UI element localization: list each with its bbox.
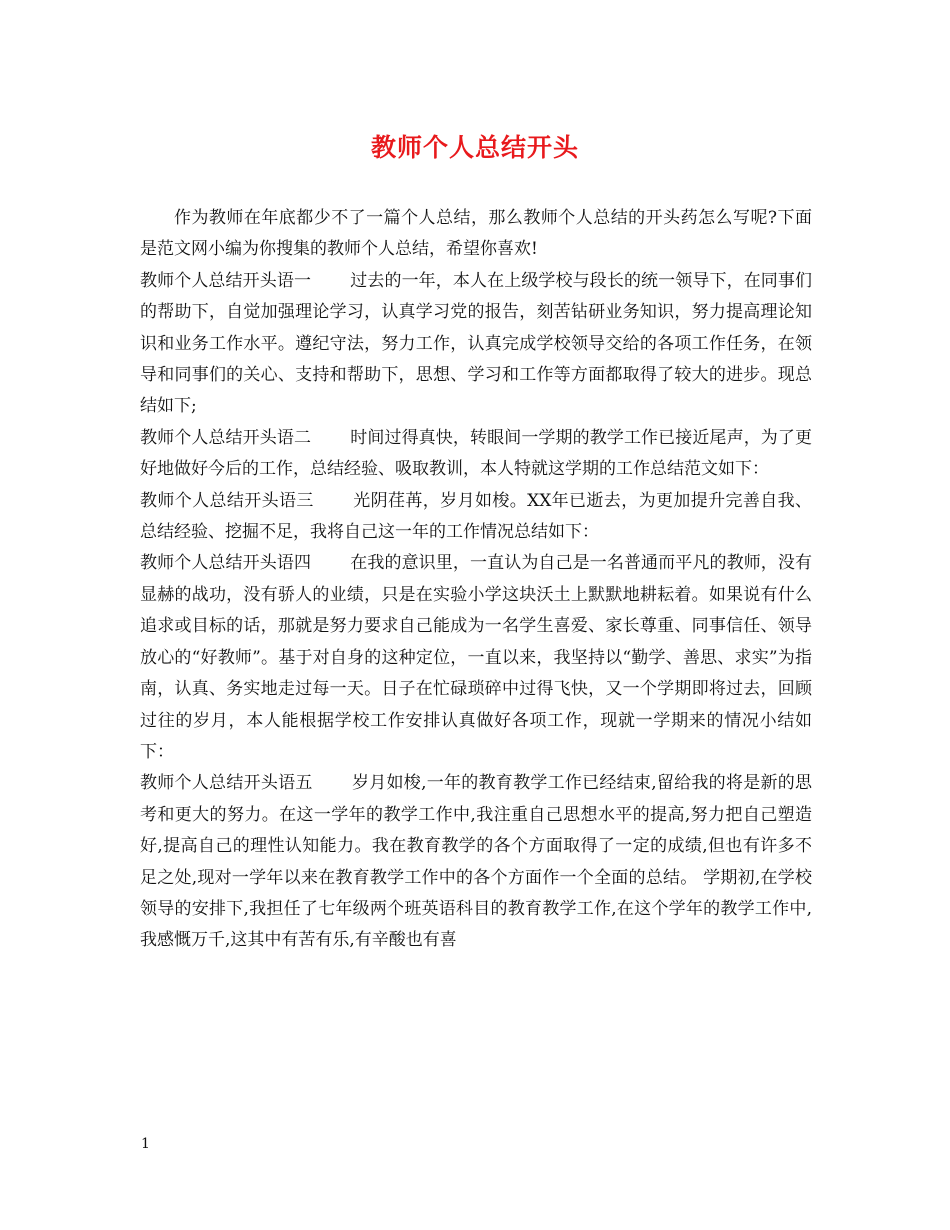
section-paragraph [140, 423, 812, 486]
section-label: 教师个人总结开头语二 [140, 427, 312, 448]
section-paragraph [140, 548, 812, 768]
intro-paragraph: 作为教师在年底都少不了一篇个人总结，那么教师个人总结的开头药怎么写呢?下面是范文网小编为你搜集的教师个人总结，希望你喜欢! [140, 208, 812, 260]
section-text: 在我的意识里，一直认为自己是一名普通而平凡的教师，没有显赫的战功，没有骄人的业绩，只是在实验小学这块沃土上默默地耕耘着。如果说有什么追求或目标的话，那就是努力要求自己能成为一名学生喜爱、家长尊重、同事信任、领导放心的“好教师”。基于对自身的这种定位，一直以来，我坚持以“勤学、善思、求实”为指南，认真、务实地走过每一天。日子在忙碌琐碎中过得飞快，又一个学期即将过去，回顾过往的岁月，本人能根据学校工作安排认真做好各项工作，现就一学期来的情况小结如下： [140, 553, 813, 762]
section-label: 教师个人总结开头语四 [140, 553, 312, 574]
page-number: 1 [141, 1136, 150, 1152]
document-title: 教师个人总结开头 [370, 133, 579, 162]
section-paragraph [140, 266, 812, 423]
section-text: 光阴荏苒，岁月如梭。XX年已逝去，为更加提升完善自我、总结经验、挖掘不足，我将自己这一年的工作情况总结如下： [140, 490, 812, 543]
section-label: 教师个人总结开头语三 [140, 490, 314, 511]
section-paragraph [140, 486, 812, 549]
section-label: 教师个人总结开头语五 [140, 773, 313, 794]
section-label: 教师个人总结开头语一 [140, 270, 312, 291]
section-paragraph [140, 768, 812, 956]
section-text: 时间过得真快，转眼间一学期的教学工作已接近尾声，为了更好地做好今后的工作，总结经验、吸取教训，本人特就这学期的工作总结范文如下： [140, 427, 813, 480]
section-text: 岁月如梭,一年的教育教学工作已经结束,留给我的将是新的思考和更大的努力。在这一学年的教学工作中,我注重自己思想水平的提高,努力把自己塑造好,提高自己的理性认知能力。我在教育教学的各个方面取得了一定的成绩,但也有许多不足之处,现对一学年以来在教育教学工作中的各个方面作一个全面的总结。 学期初,在学校领导的安排下,我担任了七年级两个班英语科目的教育教学工作,在这个学年的教学工作中,我感慨万千,这其中有苦有乐,有辛酸也有喜 [140, 773, 812, 951]
document-body [140, 203, 812, 957]
section-text: 过去的一年，本人在上级学校与段长的统一领导下，在同事们的帮助下，自觉加强理论学习，认真学习党的报告，刻苦钻研业务知识，努力提高理论知识和业务工作水平。遵纪守法，努力工作，认真完成学校领导交给的各项工作任务，在领导和同事们的关心、支持和帮助下，思想、学习和工作等方面都取得了较大的进步。现总结如下; [140, 270, 813, 417]
